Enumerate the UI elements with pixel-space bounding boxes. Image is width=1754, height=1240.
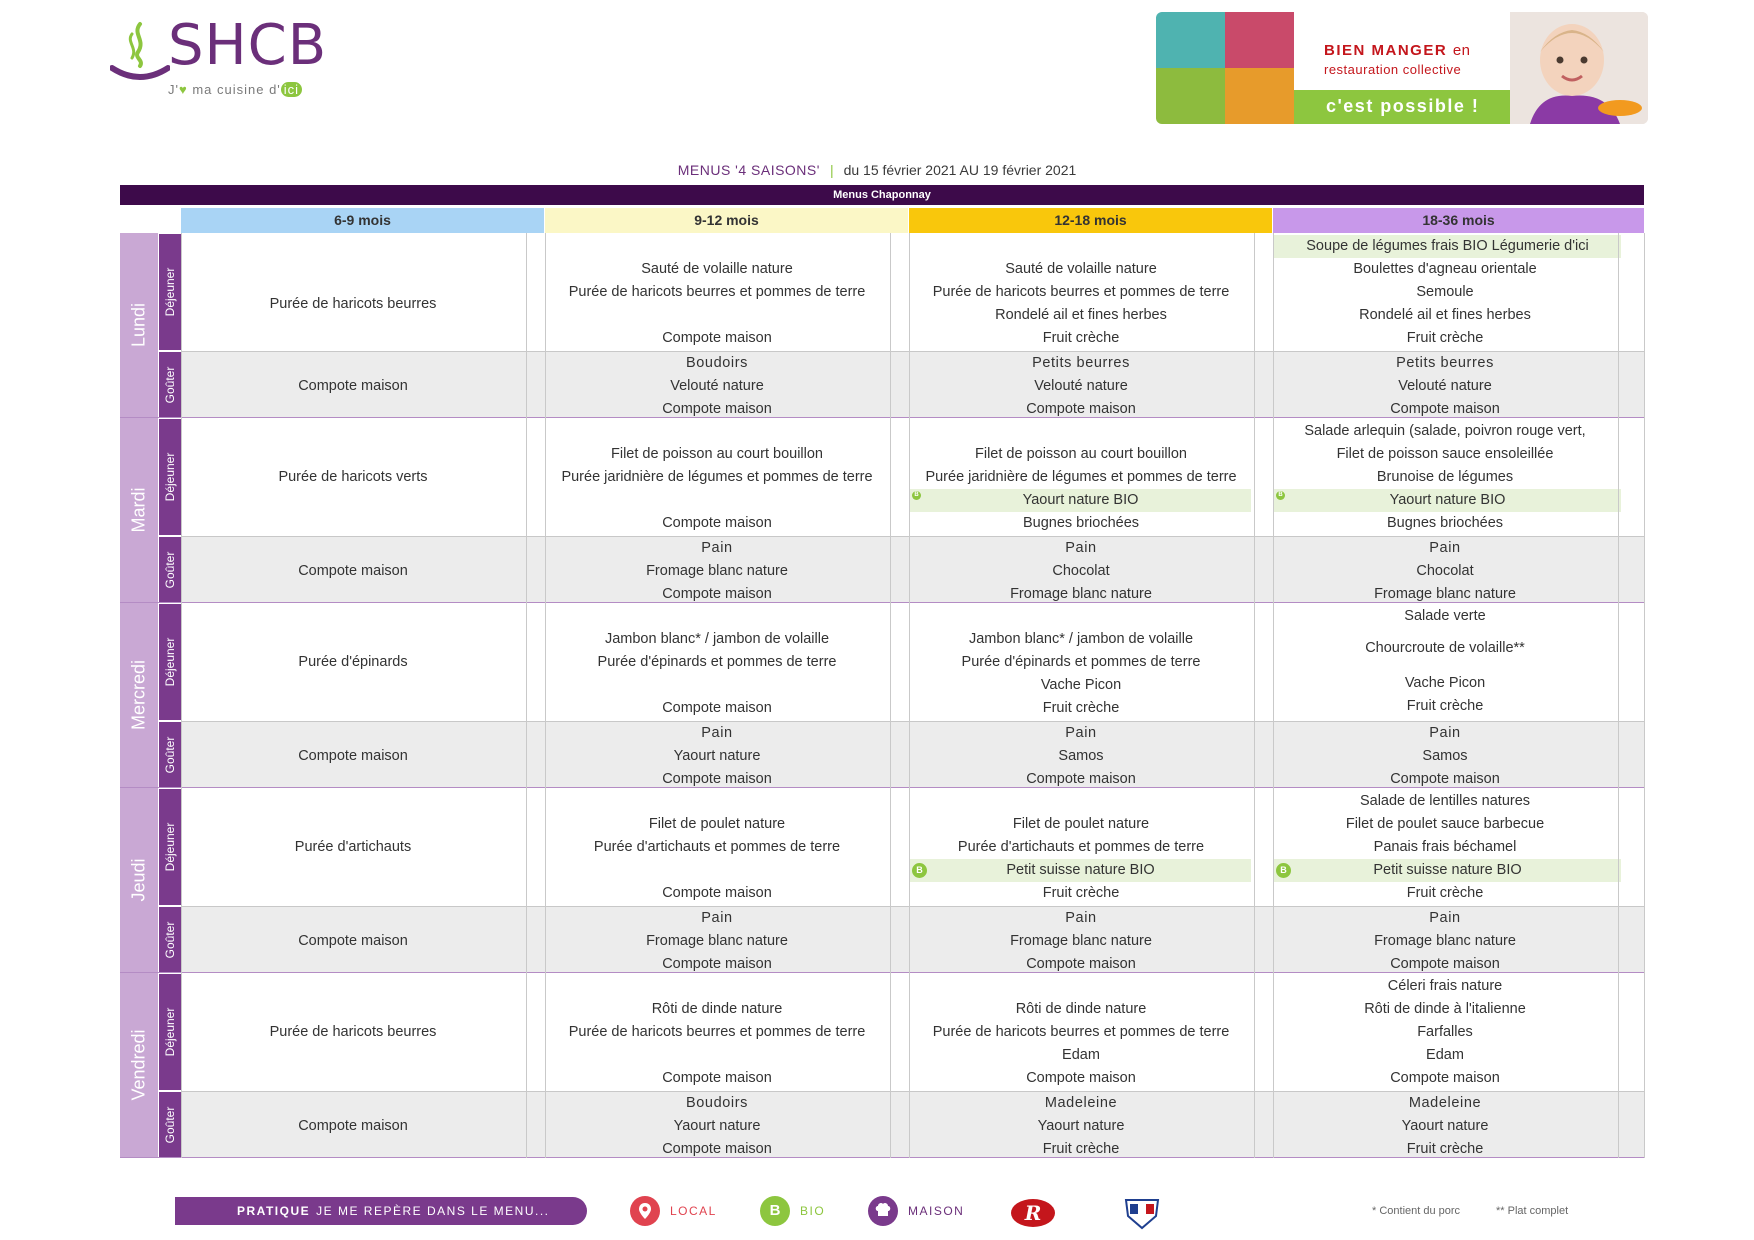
menu-cell — [545, 907, 889, 972]
dish-line: Purée d'épinards et pommes de terre — [597, 654, 837, 670]
dish-line: Boudoirs — [685, 355, 749, 371]
bio-badge-icon: B — [912, 491, 921, 500]
dish-line: Compote maison — [662, 1070, 772, 1086]
dish-line: Compote maison — [1390, 956, 1500, 972]
menu-cell — [1273, 605, 1617, 721]
dish-line: Salade verte — [1404, 608, 1486, 624]
grid-line — [890, 233, 891, 1158]
dish-line: Purée d'artichauts — [294, 839, 412, 855]
grid-line — [1273, 233, 1274, 1158]
dish-line: Compote maison — [662, 330, 772, 346]
dish-line: Compote maison — [662, 515, 772, 531]
menu-cell — [181, 1092, 525, 1157]
day-label: Mardi — [120, 418, 158, 602]
banner-title: BIEN MANGER en — [1324, 42, 1471, 59]
grid-line — [1254, 233, 1255, 1158]
dish-line: Compote maison — [298, 378, 408, 394]
dish-line: Fruit crèche — [1042, 1141, 1120, 1157]
bio-leaf-icon: B — [760, 1196, 790, 1226]
dish-line: Edam — [1062, 1047, 1100, 1063]
svg-text:R: R — [1024, 1201, 1042, 1225]
meal-label-dejeuner: Déjeuner — [159, 789, 181, 905]
note-porc: * Contient du porc — [1372, 1205, 1461, 1217]
menu-cell — [545, 790, 889, 906]
dish-line: Petits beurres — [1032, 355, 1130, 371]
dish-line: Jambon blanc* / jambon de volaille — [968, 631, 1194, 647]
baby-photo — [1510, 12, 1648, 124]
dish-line: Farfalles — [1417, 1024, 1473, 1040]
dish-line: Purée de haricots beurres et pommes de terre — [932, 1024, 1230, 1040]
dish-line: Salade arlequin (salade, poivron rouge vert, — [1304, 423, 1586, 439]
dish-line: Purée d'artichauts et pommes de terre — [957, 839, 1205, 855]
menu-cell — [1273, 1092, 1617, 1157]
dish-line: Jambon blanc* / jambon de volaille — [604, 631, 830, 647]
bien-manger-banner — [1156, 12, 1648, 124]
dish-line: Purée jaridnière de légumes et pommes de terre — [561, 469, 873, 485]
dish-line: Fromage blanc nature — [646, 563, 788, 579]
dish-line: Fruit crèche — [1042, 330, 1120, 346]
menu-cell — [545, 1092, 889, 1157]
dish-line: Filet de poisson au court bouillon — [611, 446, 823, 462]
dish-line: Vache Picon — [1040, 677, 1122, 693]
dish-line: Compote maison — [662, 771, 772, 787]
dish-line: Pain — [1429, 540, 1461, 556]
banner-subtitle: restauration collective — [1324, 62, 1462, 77]
menu-cell — [181, 420, 525, 536]
menu-cell — [181, 722, 525, 787]
dish-line: Filet de poulet sauce barbecue — [1345, 816, 1545, 832]
dish-line: Compote maison — [662, 1141, 772, 1157]
bio-item: Soupe de légumes frais BIO Légumerie d'ici — [1274, 235, 1621, 258]
menu-cell — [1273, 420, 1617, 536]
dish-line: Purée de haricots beurres — [269, 295, 437, 312]
grid-line — [545, 233, 546, 1158]
menu-cell — [909, 537, 1253, 602]
menu-cell — [545, 605, 889, 721]
dish-line: Semoule — [1416, 284, 1474, 300]
dish-line: Fruit crèche — [1406, 1141, 1484, 1157]
menu-cell — [545, 722, 889, 787]
menu-cell — [909, 722, 1253, 787]
meal-label-dejeuner: Déjeuner — [159, 419, 181, 535]
menu-cell — [909, 420, 1253, 536]
dish-line: Filet de poulet nature — [1012, 816, 1150, 832]
dish-line: Yaourt nature — [673, 1118, 761, 1134]
dish-line: Samos — [1422, 748, 1468, 764]
menu-cell — [181, 537, 525, 602]
column-header: 18-36 mois — [1273, 208, 1644, 233]
menu-cell — [1273, 352, 1617, 417]
chef-hat-icon — [868, 1196, 898, 1226]
shcb-logo — [110, 12, 350, 107]
bio-item: Yaourt nature BIO B — [1274, 489, 1621, 512]
dish-line: Fruit crèche — [1406, 697, 1484, 714]
dish-line: Compote maison — [662, 586, 772, 602]
steam-flame-icon — [110, 20, 170, 90]
dish-line: Pain — [1065, 725, 1097, 741]
dish-line: Fromage blanc nature — [1374, 586, 1516, 602]
dish-line: Rôti de dinde à l'italienne — [1364, 1001, 1526, 1017]
title-separator: | — [829, 162, 834, 178]
menu-cell — [181, 235, 525, 351]
dish-line: Pain — [701, 910, 733, 926]
banner-cta: c'est possible ! — [1326, 96, 1480, 116]
meal-label-gouter: Goûter — [159, 722, 181, 787]
bio-badge-icon: B — [912, 863, 927, 878]
dish-line: Compote maison — [298, 563, 408, 579]
menu-cell — [545, 420, 889, 536]
menu-cell — [545, 352, 889, 417]
grid-line — [1618, 233, 1619, 1158]
menu-name: MENUS '4 SAISONS' — [677, 162, 820, 178]
dish-line: Sauté de volaille nature — [641, 261, 793, 277]
column-header: 12-18 mois — [909, 208, 1272, 233]
menu-cell — [909, 975, 1253, 1091]
dish-line: Brunoise de légumes — [1376, 469, 1514, 485]
menu-title — [0, 162, 1754, 178]
dish-line: Bugnes briochées — [1022, 515, 1140, 531]
dish-line: Edam — [1426, 1047, 1464, 1063]
day-label: Mercredi — [120, 603, 158, 787]
meal-label-gouter: Goûter — [159, 907, 181, 972]
menu-cell — [545, 537, 889, 602]
menu-cell — [909, 907, 1253, 972]
dish-line: Fromage blanc nature — [1010, 933, 1152, 949]
note-plat-complet: ** Plat complet — [1496, 1205, 1569, 1217]
dish-line: Compote maison — [662, 885, 772, 901]
dish-line: Fruit crèche — [1042, 700, 1120, 716]
menu-cell — [909, 352, 1253, 417]
meal-label-gouter: Goûter — [159, 537, 181, 602]
dish-line: Compote maison — [298, 748, 408, 764]
dish-line: Compote maison — [662, 700, 772, 716]
grid-line — [526, 233, 527, 1158]
dish-line: Céleri frais nature — [1387, 978, 1503, 994]
dish-line: Madeleine — [1408, 1095, 1482, 1111]
label-rouge-icon — [1008, 1196, 1058, 1226]
dish-line: Velouté nature — [1398, 378, 1492, 394]
bio-item: Petit suisse nature BIO B — [1274, 859, 1621, 882]
bio-item: Yaourt nature BIO B — [910, 489, 1251, 512]
dish-line: Chocolat — [1052, 563, 1110, 579]
bio-badge-icon: B — [1276, 863, 1291, 878]
meal-label-dejeuner: Déjeuner — [159, 234, 181, 350]
meal-label-gouter: Goûter — [159, 352, 181, 417]
dish-line: Chourcroute de volaille** — [1365, 640, 1525, 657]
meal-label-dejeuner: Déjeuner — [159, 974, 181, 1090]
legend-bar: PRATIQUE JE ME REPÈRE DANS LE MENU... — [175, 1197, 587, 1225]
menu-cell — [181, 907, 525, 972]
column-header: 9-12 mois — [545, 208, 908, 233]
dish-line: Yaourt nature — [673, 748, 761, 764]
dish-line: Yaourt nature — [1037, 1118, 1125, 1134]
dish-line: Compote maison — [1026, 1070, 1136, 1086]
dish-line: Fruit crèche — [1042, 885, 1120, 901]
site-bar: Menus Chaponnay — [120, 185, 1644, 205]
dish-line: Rondelé ail et fines herbes — [1359, 307, 1531, 323]
menu-cell — [181, 790, 525, 906]
heart-icon: ♥ — [178, 82, 188, 97]
dish-line: Yaourt nature — [1401, 1118, 1489, 1134]
dish-line: Compote maison — [298, 933, 408, 949]
dish-line: Pain — [1429, 725, 1461, 741]
dish-line: Purée de haricots beurres et pommes de terre — [568, 284, 866, 300]
dish-line: Purée d'artichauts et pommes de terre — [593, 839, 841, 855]
dish-line: Purée d'épinards et pommes de terre — [961, 654, 1201, 670]
dish-line: Purée d'épinards — [298, 654, 408, 670]
dish-line: Compote maison — [1390, 771, 1500, 787]
dish-line: Rôti de dinde nature — [651, 1001, 783, 1017]
dish-line: Boulettes d'agneau orientale — [1353, 261, 1537, 277]
dish-line: Purée de haricots beurres et pommes de terre — [568, 1024, 866, 1040]
dish-line: Purée jaridnière de légumes et pommes de terre — [925, 469, 1237, 485]
dish-line: Compote maison — [1026, 771, 1136, 787]
menu-period: du 15 février 2021 AU 19 février 2021 — [843, 162, 1077, 178]
dish-line: Compote maison — [662, 956, 772, 972]
menu-cell — [1273, 537, 1617, 602]
dish-line: Purée de haricots beurres — [269, 1024, 437, 1040]
dish-line: Rôti de dinde nature — [1015, 1001, 1147, 1017]
dish-line: Madeleine — [1044, 1095, 1118, 1111]
menu-cell — [1273, 907, 1617, 972]
menu-cell — [909, 1092, 1253, 1157]
dish-line: Bugnes briochées — [1386, 515, 1504, 531]
menu-cell — [1273, 235, 1617, 351]
seasons-mosaic — [1156, 12, 1294, 124]
dish-line: Fromage blanc nature — [1010, 586, 1152, 602]
baby-illustration — [1510, 12, 1648, 124]
menu-cell — [1273, 975, 1617, 1091]
menu-cell — [545, 975, 889, 1091]
dish-line: Pain — [701, 540, 733, 556]
dish-line: Purée de haricots beurres et pommes de terre — [932, 284, 1230, 300]
menu-cell — [181, 975, 525, 1091]
dish-line: Compote maison — [1390, 1070, 1500, 1086]
meal-label-gouter: Goûter — [159, 1092, 181, 1157]
viandes-france-icon — [1120, 1196, 1164, 1226]
menu-cell — [181, 352, 525, 417]
grid-line — [1644, 233, 1645, 1158]
dish-line: Filet de poulet nature — [648, 816, 786, 832]
dish-line: Pain — [701, 725, 733, 741]
dish-line: Compote maison — [1026, 956, 1136, 972]
dish-line: Boudoirs — [685, 1095, 749, 1111]
menu-cell — [545, 235, 889, 351]
brand-tagline: J'♥ ma cuisine d' ici — [168, 82, 302, 97]
location-pin-icon — [630, 1196, 660, 1226]
grid-line — [181, 233, 182, 1158]
day-label: Lundi — [120, 233, 158, 417]
day-label: Vendredi — [120, 973, 158, 1157]
menu-cell — [181, 605, 525, 721]
dish-line: Purée de haricots verts — [278, 469, 428, 485]
dish-line: Panais frais béchamel — [1373, 839, 1517, 855]
dish-line: Pain — [1065, 540, 1097, 556]
dish-line: Velouté nature — [670, 378, 764, 394]
menu-cell — [909, 605, 1253, 721]
grid-line — [909, 233, 910, 1158]
day-label: Jeudi — [120, 788, 158, 972]
menu-cell — [909, 235, 1253, 351]
dish-line: Velouté nature — [1034, 378, 1128, 394]
brand-name: SHCB — [168, 13, 328, 78]
column-header: 6-9 mois — [181, 208, 544, 233]
dish-line: Filet de poisson au court bouillon — [975, 446, 1187, 462]
dish-line: Compote maison — [1390, 401, 1500, 417]
dish-line: Fromage blanc nature — [646, 933, 788, 949]
bio-badge-icon: B — [1276, 491, 1285, 500]
dish-line: Salade de lentilles natures — [1359, 793, 1531, 809]
menu-cell — [909, 790, 1253, 906]
bio-item: Petit suisse nature BIO B — [910, 859, 1251, 882]
dish-line: Rondelé ail et fines herbes — [995, 307, 1167, 323]
dish-line: Compote maison — [662, 401, 772, 417]
dish-line: Chocolat — [1416, 563, 1474, 579]
dish-line: Fruit crèche — [1406, 330, 1484, 346]
dish-line: Sauté de volaille nature — [1005, 261, 1157, 277]
menu-cell — [1273, 722, 1617, 787]
dish-line: Compote maison — [1026, 401, 1136, 417]
menu-cell — [1273, 790, 1617, 906]
dish-line: Pain — [1065, 910, 1097, 926]
dish-line: Fromage blanc nature — [1374, 933, 1516, 949]
dish-line: Filet de poisson sauce ensoleillée — [1336, 446, 1554, 462]
meal-label-dejeuner: Déjeuner — [159, 604, 181, 720]
dish-line: Pain — [1429, 910, 1461, 926]
dish-line: Petits beurres — [1396, 355, 1494, 371]
dish-line: Samos — [1058, 748, 1104, 764]
dish-line: Fruit crèche — [1406, 885, 1484, 901]
dish-line: Compote maison — [298, 1118, 408, 1134]
dish-line: Vache Picon — [1404, 674, 1486, 691]
